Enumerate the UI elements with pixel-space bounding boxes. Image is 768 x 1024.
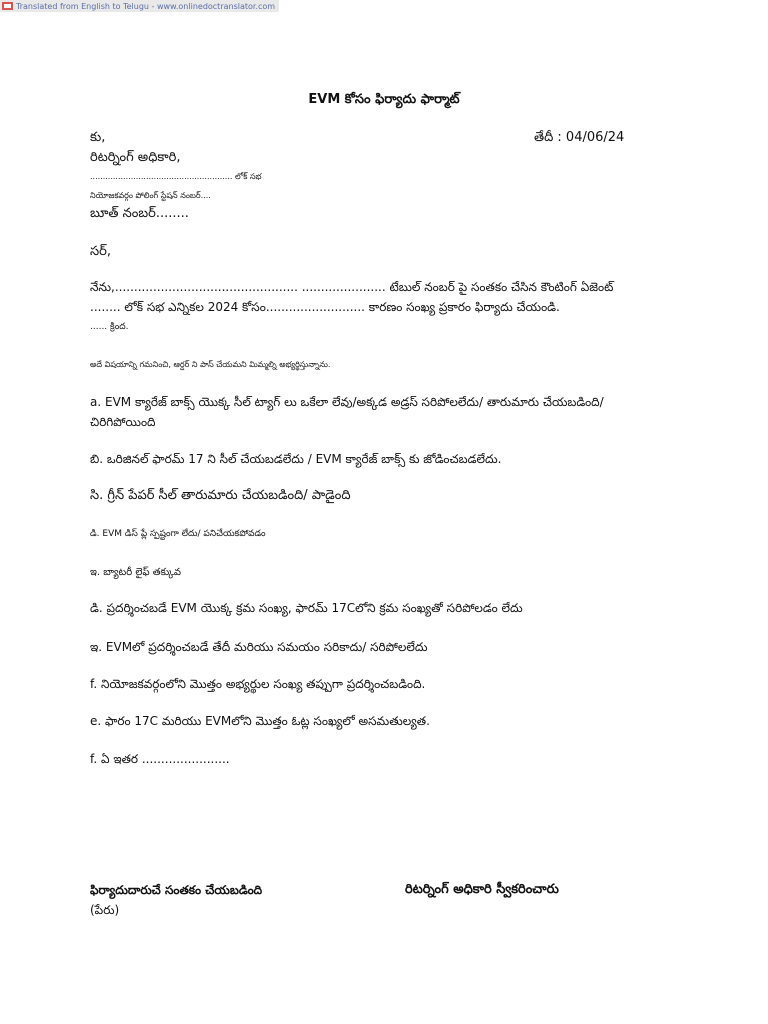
item-d-2: డి. ప్రదర్శించబడే EVM యొక్క క్రమ సంఖ్య, ఫారమ్ 17Cలోని క్రమ సంఖ్యతో సరిపోలడం లేదు <box>90 601 523 615</box>
to-label: కు, <box>90 130 106 145</box>
returning-officer-label: రిటర్నింగ్ అధికారి, <box>90 150 181 165</box>
name-label: (పేరు) <box>90 903 120 917</box>
item-e-2: ఇ. EVMలో ప్రదర్శించబడే తేదీ మరియు సమయం సరికాదు/ సరిపోలలేదు <box>90 640 428 654</box>
paragraph-line-2: ........ లోక్ సభ ఎన్నికల 2024 కోసం.......................... కారణం సంఖ్య ప్రకారం ఫిర్యాదు చేయండి. <box>90 300 560 314</box>
paragraph-line-1: నేను,................................................ ...................... టేబుల్ నంబర్ పై సంతకం చేసిన కౌంటింగ్ ఏజెంట్ <box>90 280 614 294</box>
item-b: బి. ఒరిజినల్ ఫారమ్ 17 ని సీల్ చేయబడలేదు / EVM క్యారేజ్ బాక్స్ కు జోడించబడలేదు. <box>90 452 502 466</box>
lok-sabha-line: ........................................................ లోక్ సభ <box>90 172 262 181</box>
item-c: సి. గ్రీన్ పేపర్ సీల్ తారుమారు చేయబడింది/ పాడైంది <box>90 488 351 503</box>
item-f-2: f. ఏ ఇతర ....................... <box>90 752 230 766</box>
booth-number-line: బూత్ నంబర్........ <box>90 206 189 221</box>
document-title: EVM కోసం ఫిర్యాదు ఫార్మాట్ <box>308 92 460 107</box>
signature-returning-officer: రిటర్నింగ్ అధికారి స్వీకరించారు <box>405 882 559 897</box>
item-e-3: e. ఫారం 17C మరియు EVMలోని మొత్తం ఓట్ల సంఖ్యలో అసమతుల్యత. <box>90 714 430 728</box>
item-a-line-2: చిరిగిపోయింది <box>90 415 156 429</box>
item-e-1: ఇ. బ్యాటరీ లైఫ్ తక్కువ <box>90 567 182 578</box>
constituency-line: నియోజకవర్గం పోలింగ్ స్టేషన్ నంబర్.... <box>90 191 211 200</box>
item-d-1: డి. EVM డిస్ ప్లే స్పష్టంగా లేదు/ పనిచేయకపోవడం <box>90 529 266 539</box>
paragraph-line-3: ...... క్రింద. <box>90 322 129 332</box>
item-f-1: f. నియోజకవర్గంలోని మొత్తం అభ్యర్థుల సంఖ్య తప్పుగా ప్రదర్శించబడింది. <box>90 677 426 691</box>
request-line: అదే విషయాన్ని గమనించి, ఆర్డర్ ని పాస్ చేయమని మిమ్మల్ని అభ్యర్థిస్తున్నాను. <box>90 360 331 369</box>
signature-complainant: ఫిర్యాదుదారుచే సంతకం చేయబడింది <box>90 883 263 897</box>
salutation: సర్, <box>90 244 111 259</box>
date-text: తేదీ : 04/06/24 <box>534 130 625 145</box>
banner-text[interactable]: Translated from English to Telugu - www.onlinedoctranslator.com <box>16 1 276 11</box>
item-a-line-1: a. EVM క్యారేజ్ బాక్స్ యొక్క సీల్ ట్యాగ్ లు ఒకేలా లేవు/అక్కడ అడ్రస్ సరిపోలలేదు/ తారుమారు చేయబడింది/ <box>90 395 604 409</box>
